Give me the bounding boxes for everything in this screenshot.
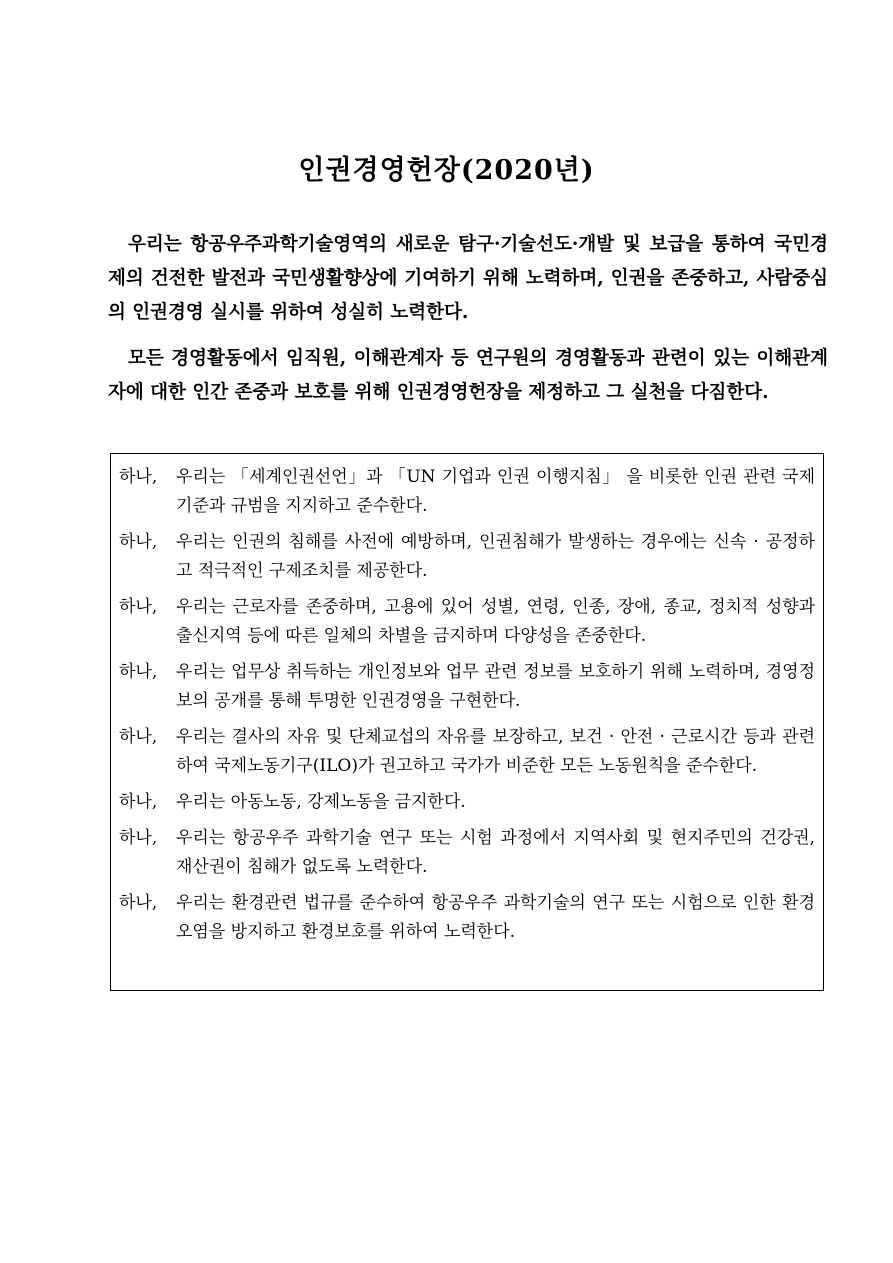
pledge-item	[119, 528, 815, 586]
pledge-prefix: 하나,	[119, 597, 158, 617]
pledge-text: 우리는 근로자를 존중하며, 고용에 있어 성별, 연령, 인종, 장애, 종교, 정치적 성향과 출신지역 등에 따른 일체의 차별을 금지하며 다양성을 존중한다.	[176, 597, 815, 646]
pledge-text: 우리는 「세계인권선언」과 「UN 기업과 인권 이행지침」 을 비롯한 인권 관련 국제 기준과 규범을 지지하고 준수한다.	[176, 467, 815, 516]
pledge-text: 우리는 인권의 침해를 사전에 예방하며, 인권침해가 발생하는 경우에는 신속 · 공정하고 적극적인 구제조치를 제공한다.	[176, 532, 815, 581]
pledge-prefix: 하나,	[119, 828, 158, 848]
pledge-item	[119, 723, 815, 781]
document-title: 인권경영헌장(2020년)	[298, 155, 595, 186]
pledge-prefix: 하나,	[119, 727, 158, 747]
pledge-prefix: 하나,	[119, 893, 158, 913]
pledge-text: 우리는 업무상 취득하는 개인정보와 업무 관련 정보를 보호하기 위해 노력하며, 경영정보의 공개를 통해 투명한 인권경영을 구현한다.	[176, 662, 815, 711]
pledge-text: 우리는 항공우주 과학기술 연구 또는 시험 과정에서 지역사회 및 현지주민의 건강권, 재산권이 침해가 없도록 노력한다.	[176, 828, 815, 877]
pledge-prefix: 하나,	[119, 662, 158, 682]
pledge-text: 우리는 결사의 자유 및 단체교섭의 자유를 보장하고, 보건 · 안전 · 근로시간 등과 관련하여 국제노동기구(ILO)가 권고하고 국가가 비준한 모든 노동원칙을 준수한다.	[176, 727, 815, 776]
intro-paragraph-2: 모든 경영활동에서 임직원, 이해관계자 등 연구원의 경영활동과 관련이 있는 이해관계자에 대한 인간 존중과 보호를 위해 인권경영헌장을 제정하고 그 실천을 다짐한다.	[108, 348, 828, 403]
pledge-item	[119, 658, 815, 716]
pledge-item	[119, 593, 815, 651]
pledge-item	[119, 788, 815, 817]
pledge-prefix: 하나,	[119, 467, 158, 487]
pledge-box	[110, 453, 824, 991]
pledge-prefix: 하나,	[119, 792, 158, 812]
pledge-item	[119, 889, 815, 947]
pledge-item	[119, 463, 815, 521]
pledge-item	[119, 824, 815, 882]
pledge-prefix: 하나,	[119, 532, 158, 552]
pledge-text: 우리는 환경관련 법규를 준수하여 항공우주 과학기술의 연구 또는 시험으로 인한 환경오염을 방지하고 환경보호를 위하여 노력한다.	[176, 893, 815, 942]
pledge-text: 우리는 아동노동, 강제노동을 금지한다.	[176, 792, 466, 812]
intro-paragraph-1: 우리는 항공우주과학기술영역의 새로운 탐구·기술선도·개발 및 보급을 통하여 국민경제의 건전한 발전과 국민생활향상에 기여하기 위해 노력하며, 인권을 존중하고, 사람중심의 인권경영 실시를 위하여 성실히 노력한다.	[108, 234, 828, 323]
